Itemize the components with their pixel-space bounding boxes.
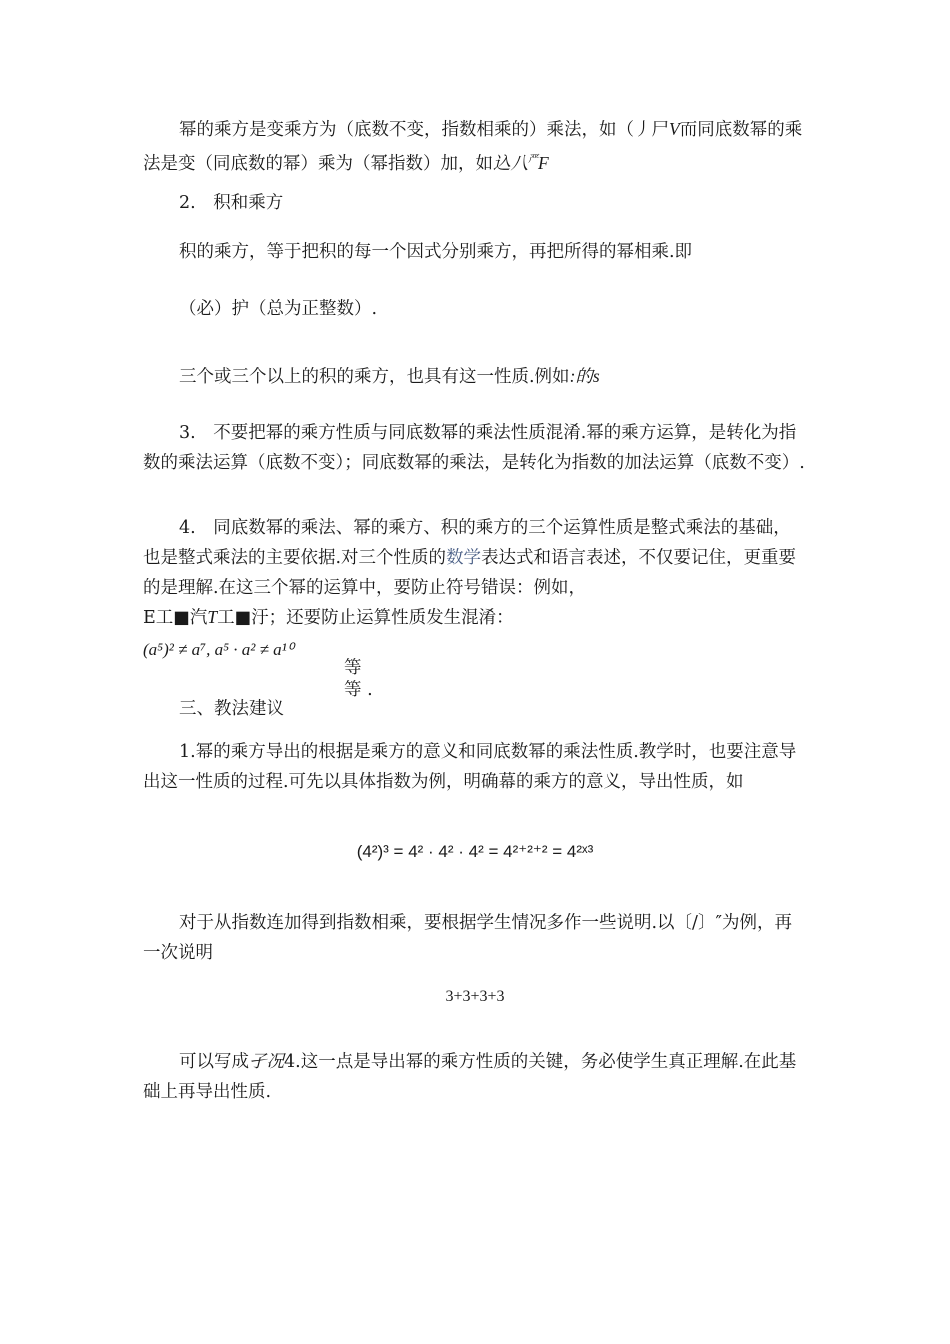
heading-product-power: 2. 积和乘方: [179, 193, 284, 213]
p6-text-b: 表达式和语言表述，不仅要记住，更重要的是理解.在这三个幂的运算中，要防止符号错误：例如，: [143, 548, 797, 598]
p7-box2: ■: [234, 608, 252, 628]
equation-sum: 3+3+3+3: [445, 988, 505, 1005]
paragraph-power-of-power: [143, 114, 808, 179]
p1-superscript: 严: [528, 154, 538, 165]
deng-1: 等: [344, 658, 362, 678]
p1-text: 幂的乘方是变乘方为（底数不变，指数相乘的）乘法，如（丿尸: [179, 120, 669, 140]
p6-text-a: 4. 同底数幂的乘法、幂的乘方、积的乘方的三个运算性质是整式乘法的基础，也是整式乘法的主要依据.对三个性质的: [143, 518, 791, 568]
paragraph-conclusion: [143, 1046, 808, 1107]
paragraph-explanation: 对于从指数连加得到指数相乘，要根据学生情况多作一些说明.以〔/〕″为例，再一次说明: [143, 913, 792, 963]
paragraph-product-formula: （必）护（总为正整数）.: [179, 299, 378, 319]
p7-c: 工: [217, 608, 235, 628]
p7-box1: ■: [173, 608, 190, 628]
paragraph-suggestion-1: 1.幂的乘方导出的根据是乘方的意义和同底数幂的乘法性质.教学时，也要注意导出这一性质的过程.可先以具体指数为例，明确幕的乘方的意义，导出性质，如: [143, 742, 797, 792]
p7-ital: T: [207, 607, 218, 627]
p10-ital: 孑况: [249, 1051, 284, 1071]
p4-italic: :的s: [569, 366, 600, 386]
paragraph-three-factors: [143, 361, 808, 392]
paragraph-error-examples: [143, 602, 808, 633]
paragraph-product-power: 积的乘方，等于把积的每一个因式分别乘方，再把所得的幂相乘.即: [179, 242, 693, 262]
inequality-formula: (a⁵)² ≠ a⁷, a⁵ · a² ≠ a¹⁰: [143, 640, 294, 659]
paragraph-point-3: 3. 不要把幂的乘方性质与同底数幂的乘法性质混淆.幂的乘方运算，是转化为指数的乘法运算（底数不变）；同底数幂的乘法，是转化为指数的加法运算（底数不变）.: [143, 423, 805, 473]
p7-d: 汙；还要防止运算性质发生混淆：: [251, 608, 514, 628]
p7-b: 汽: [189, 608, 208, 628]
p4-text: 三个或三个以上的积的乘方，也具有这一性质.例如: [179, 367, 570, 387]
equation-power-example: (4²)³ = 4² · 4² · 4² = 4²⁺²⁺² = 4²ˣ³: [356, 842, 594, 861]
paragraph-point-4: [143, 513, 808, 603]
p10-a: 可以写成: [179, 1052, 249, 1072]
p1-text2: 而同底数幂的乘法是变（同底数的幂）乘为（幂指数）加，如: [143, 120, 803, 174]
p10-b: 4.这一点是导出幂的乘方性质的关键，务必使学生真正理解.在此基础上再导出性质.: [143, 1052, 797, 1102]
p1-italic-formula: 込八: [493, 152, 528, 173]
heading-teaching-suggestions: 三、教法建议: [179, 699, 284, 719]
p1-italic-f: F: [538, 152, 549, 173]
deng-2: 等 .: [344, 680, 373, 700]
p7-a: E工: [143, 608, 174, 628]
p1-italic-v: V: [669, 119, 680, 139]
p6-link-math: 数学: [446, 548, 482, 568]
